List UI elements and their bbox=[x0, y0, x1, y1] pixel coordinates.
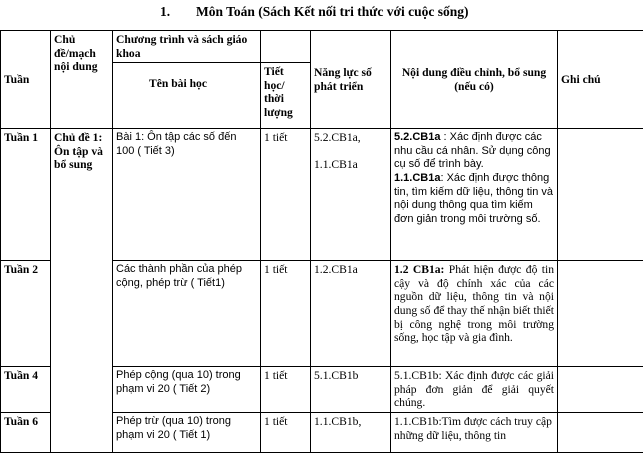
topic-label: Chủ đề 1: bbox=[54, 131, 102, 144]
title-text: Môn Toán (Sách Kết nối tri thức với cuộc sống) bbox=[196, 4, 468, 20]
competency-cell: 1.2.CB1a bbox=[311, 261, 391, 367]
adjust-code: 1.2 CB1a: bbox=[394, 263, 444, 276]
topic-name: Ôn tập và bổ sung bbox=[54, 145, 103, 172]
lesson-cell: Phép trừ (qua 10) trong phạm vi 20 ( Tiết 1) bbox=[113, 412, 261, 452]
note-cell bbox=[558, 412, 643, 452]
header-note: Ghi chú bbox=[558, 31, 643, 129]
adjust-code: 1.1.CB1a bbox=[394, 172, 440, 184]
header-periods: Tiết học/ thời lượng bbox=[261, 63, 311, 129]
lesson-cell: Phép cộng (qua 10) trong phạm vi 20 ( Tiết 2) bbox=[113, 367, 261, 413]
table-row bbox=[1, 129, 643, 261]
competency-cell: 5.1.CB1b bbox=[311, 367, 391, 413]
header-adjust: Nội dung điều chỉnh, bổ sung (nếu có) bbox=[391, 31, 558, 129]
note-cell bbox=[558, 261, 643, 367]
title-number: 1. bbox=[160, 4, 170, 20]
week-cell: Tuần 6 bbox=[1, 412, 51, 452]
header-row-1 bbox=[1, 31, 643, 63]
topic-cell bbox=[51, 129, 113, 453]
note-cell bbox=[558, 367, 643, 413]
note-cell bbox=[558, 129, 643, 261]
adjust-text: : Xác định được các nhu cầu cá nhân. Sử dụng công cụ số để trình bày. bbox=[394, 131, 551, 170]
lesson-cell: Bài 1: Ôn tập các số đến 100 ( Tiết 3) bbox=[113, 129, 261, 261]
lesson-cell: Các thành phần của phép cộng, phép trừ ( Tiết1) bbox=[113, 261, 261, 367]
header-week: Tuần bbox=[1, 31, 51, 129]
competency-code: 1.1.CB1a bbox=[314, 158, 358, 171]
adjust-code: 5.2.CB1a bbox=[394, 131, 440, 143]
periods-cell: 1 tiết bbox=[261, 412, 311, 452]
header-topic: Chủ đề/mạch nội dung bbox=[51, 31, 113, 129]
adjust-cell bbox=[391, 129, 558, 261]
adjust-text: Phát hiện được độ tin cậy và độ chính xác của các nguồn dữ liệu, thông tin và nội dung số để thay thế nhận biết thiết bị công nghệ trong môi trường sống, học tập và gia đình. bbox=[394, 263, 554, 344]
periods-cell: 1 tiết bbox=[261, 129, 311, 261]
periods-cell: 1 tiết bbox=[261, 261, 311, 367]
week-cell: Tuần 4 bbox=[1, 367, 51, 413]
adjust-cell: 5.1.CB1b: Xác định được các giải pháp đơn giản để giải quyết chúng. bbox=[391, 367, 558, 413]
adjust-text: : Xác định được thông tin, tìm kiếm dữ liệu, thông tin và nội dung thông qua tìm kiếm đơn giản trong môi trường số. bbox=[394, 172, 553, 225]
competency-code: 5.2.CB1a, bbox=[314, 131, 361, 144]
week-cell: Tuần 2 bbox=[1, 261, 51, 367]
adjust-cell bbox=[391, 261, 558, 367]
week-cell: Tuần 1 bbox=[1, 129, 51, 261]
competency-cell bbox=[311, 129, 391, 261]
curriculum-table bbox=[0, 30, 643, 453]
header-competency: Năng lực số phát triển bbox=[311, 31, 391, 129]
header-lesson: Tên bài học bbox=[113, 63, 261, 129]
competency-cell: 1.1.CB1b, bbox=[311, 412, 391, 452]
periods-cell: 1 tiết bbox=[261, 367, 311, 413]
adjust-cell: 1.1.CB1b:Tìm được cách truy cập những dữ liệu, thông tin bbox=[391, 412, 558, 452]
header-program: Chương trình và sách giáo khoa bbox=[113, 31, 261, 63]
